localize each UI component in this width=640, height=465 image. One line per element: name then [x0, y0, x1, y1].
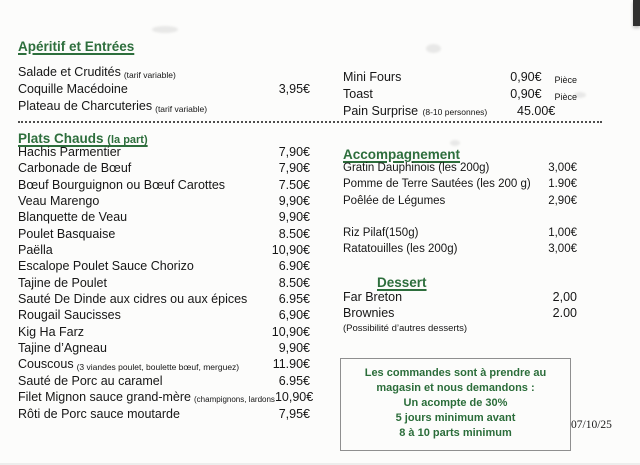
- notice-line: Un acompte de 30%: [403, 396, 508, 409]
- section-subtitle-text: (la part): [107, 134, 148, 146]
- item-price: 1,00€: [548, 227, 577, 239]
- menu-item: [343, 306, 577, 322]
- item-price: 2,90€: [548, 194, 577, 207]
- item-price: 7,90€: [278, 161, 310, 176]
- date-stamp: 07/10/25: [571, 419, 612, 431]
- dessert-items: [343, 290, 577, 323]
- item-price: 3,95€: [278, 82, 310, 97]
- menu-item: [343, 290, 577, 306]
- item-name: Veau Marengo: [18, 194, 100, 209]
- menu-item: [343, 227, 577, 243]
- menu-item: [343, 70, 577, 87]
- item-name: [343, 104, 517, 118]
- item-name: Couscous: [18, 357, 74, 372]
- menu-item: [18, 194, 310, 210]
- menu-item: [18, 374, 310, 390]
- menu-item: [18, 178, 310, 194]
- item-price: 3,00€: [548, 243, 577, 256]
- menu-item: [343, 243, 577, 259]
- item-price: 11.90€: [272, 357, 310, 372]
- notice-line: Les commandes sont à prendre au: [364, 367, 547, 379]
- item-price: 10,90€: [271, 324, 310, 339]
- item-note: (tarif variable): [155, 103, 208, 114]
- menu-item: [343, 162, 577, 178]
- dotted-divider: [18, 121, 602, 123]
- item-price: 7,95€: [278, 406, 310, 421]
- menu-item: [18, 341, 310, 357]
- item-unit: Pièce: [554, 91, 577, 102]
- dessert-footnote: (Possibilité d’autres desserts): [343, 323, 468, 334]
- item-price: 7,90€: [278, 145, 310, 159]
- menu-item: [343, 178, 577, 194]
- item-name: Mini Fours: [343, 70, 402, 84]
- menu-item: [18, 325, 310, 341]
- item-name: Bœuf Bourguignon ou Bœuf Carottes: [18, 177, 226, 192]
- item-note: (8-10 personnes): [422, 107, 488, 118]
- menu-item: [343, 87, 577, 104]
- scan-smudge: [426, 44, 441, 53]
- item-name: Kig Ha Farz: [18, 324, 84, 339]
- item-price: 45.00€: [517, 104, 556, 119]
- menu-item: [18, 259, 310, 275]
- scan-smudge: [450, 140, 460, 146]
- item-note: (tarif variable): [123, 69, 176, 80]
- item-price: 3,00€: [548, 162, 577, 174]
- item-note: (3 viandes poulet, boulette bœuf, merguez): [76, 361, 240, 372]
- accompagnement-items-second: [343, 227, 577, 260]
- item-name: Blanquette de Veau: [18, 210, 128, 225]
- aperitif-items: [18, 65, 310, 117]
- menu-item: [18, 227, 310, 243]
- menu-item: [18, 308, 310, 324]
- item-name: Salade et Crudités: [18, 65, 121, 79]
- menu-item: [18, 161, 310, 177]
- menu-item: [18, 276, 310, 292]
- item-note: (champignons, lardons: [194, 394, 275, 404]
- item-price: 9,90€: [278, 194, 310, 209]
- item-name: Hachis Parmentier: [18, 145, 121, 159]
- plats-items: [18, 145, 314, 423]
- item-name: Tajine d’Agneau: [18, 341, 107, 356]
- item-price: 6.95€: [278, 373, 310, 388]
- section-title-text: Apéritif et Entrées: [18, 39, 135, 54]
- item-name: Paëlla: [18, 243, 53, 258]
- section-title-aperitif: [18, 39, 134, 54]
- item-name: Coquille Macédoine: [18, 82, 128, 97]
- aperitif-side-items: [343, 70, 577, 122]
- menu-item: [18, 390, 314, 406]
- item-name: Carbonade de Bœuf: [18, 161, 132, 176]
- item-price: 10,90€: [271, 243, 310, 258]
- item-price: 1.90€: [548, 178, 577, 191]
- item-price: 0,90€: [510, 70, 542, 84]
- menu-item: [18, 65, 310, 82]
- item-price: 6.90€: [278, 259, 310, 274]
- item-name: Poulet Basquaise: [18, 226, 116, 241]
- section-title-text: Dessert: [377, 275, 427, 290]
- item-name: Sauté De Dinde aux cidres ou aux épices: [18, 292, 248, 307]
- item-price: 8.50€: [278, 226, 310, 241]
- order-notice-box: [340, 358, 571, 451]
- menu-item: [343, 104, 577, 121]
- item-price: 0,90€: [510, 87, 542, 102]
- section-title-accompagnement: [343, 147, 460, 162]
- menu-item: [18, 99, 310, 116]
- item-name: Plateau de Charcuteries: [18, 99, 153, 114]
- menu-item: [18, 82, 310, 99]
- menu-item: [343, 195, 577, 211]
- item-price: 2,00: [552, 290, 577, 304]
- item-name: Tajine de Poulet: [18, 275, 107, 290]
- menu-item: [18, 407, 310, 423]
- scan-smudge: [152, 26, 178, 33]
- item-unit: Pièce: [554, 74, 577, 85]
- item-price: 9,90€: [278, 210, 310, 225]
- item-name: Pomme de Terre Sautées (les 200 g): [343, 178, 531, 191]
- item-name: Riz Pilaf(150g): [343, 227, 419, 239]
- item-price: 8.50€: [278, 275, 310, 290]
- item-price: 6.95€: [278, 292, 310, 307]
- item-price: 2.00: [552, 306, 577, 321]
- item-name: Poêlée de Légumes: [343, 194, 446, 207]
- item-name: Far Breton: [343, 290, 403, 304]
- scan-corner-artifact: [633, 0, 640, 26]
- section-title-text: Accompagnement: [343, 147, 461, 162]
- menu-item: [18, 145, 310, 161]
- item-price: 7.50€: [278, 177, 310, 192]
- item-name: Filet Mignon sauce grand-mère: [18, 390, 191, 405]
- section-title-plats: [18, 131, 148, 146]
- accompagnement-items: [343, 162, 577, 211]
- menu-item: [18, 357, 310, 373]
- item-price: 10,90€: [274, 390, 314, 405]
- item-name: Ratatouilles (les 200g): [343, 243, 458, 256]
- item-name: Escalope Poulet Sauce Chorizo: [18, 259, 194, 274]
- section-title-dessert: [377, 275, 427, 290]
- menu-item: [18, 210, 310, 226]
- item-name: Sauté de Porc au caramel: [18, 373, 163, 388]
- item-name: Rôti de Porc sauce moutarde: [18, 406, 180, 421]
- section-title-text: Plats Chauds: [18, 131, 104, 146]
- item-price: 6,90€: [278, 308, 310, 323]
- menu-item: [18, 243, 310, 259]
- notice-line: 8 à 10 parts minimum: [399, 426, 512, 439]
- item-name-text: Pain Surprise: [343, 104, 419, 119]
- item-name: Brownies: [343, 306, 395, 321]
- notice-line: 5 jours minimum avant: [395, 411, 516, 424]
- item-price: 9,90€: [278, 341, 310, 356]
- item-name: Rougail Saucisses: [18, 308, 121, 323]
- item-name: Gratin Dauphinois (les 200g): [343, 162, 490, 174]
- menu-item: [18, 292, 310, 308]
- notice-line: magasin et nous demandons :: [376, 381, 535, 394]
- item-name: Toast: [343, 87, 373, 102]
